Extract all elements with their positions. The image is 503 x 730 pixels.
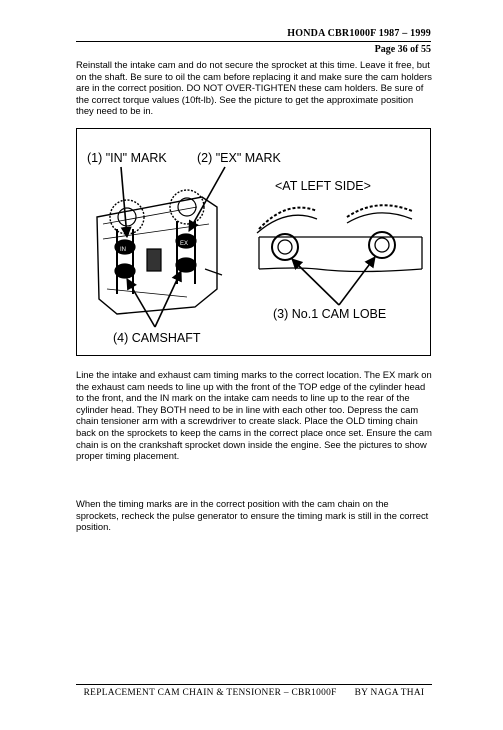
label-at-left-side: <AT LEFT SIDE> <box>275 179 371 193</box>
page-number: Page 36 of 55 <box>374 44 431 55</box>
label-no1-cam-lobe: (3) No.1 CAM LOBE <box>273 307 387 321</box>
left-side-view-drawing <box>257 205 422 271</box>
header-title: HONDA CBR1000F 1987 – 1999 <box>287 28 431 39</box>
label-in-mark: (1) "IN" MARK <box>87 151 167 165</box>
footer <box>76 688 432 698</box>
cam-timing-figure <box>76 128 431 356</box>
paragraph-recheck: When the timing marks are in the correct position with the cam chain on the sprockets, recheck the pulse generator to ensure the timing mark is still in the correct position. <box>76 498 429 533</box>
paragraph-timing-marks: Line the intake and exhaust cam timing marks to the correct location. The EX mark on the exhaust cam needs to line up with the front of the TOP edge of the cylinder head to the front, and the IN mark on the intake cam needs to line up to the rear of the cylinder head. They BOTH need to be in line with each other too. Depress the cam chain tensioner arm with a screwdriver to create slack. Place the OLD timing chain back on the sprockets to keep the cams in the correct place once set. Ensure the cam chain is on the crankshaft sprocket down inside the engine. See the pictures to show proper timing placement. <box>76 369 432 462</box>
header-rule <box>76 41 431 42</box>
cylinder-head-drawing <box>97 190 222 314</box>
in-mark-text: IN <box>120 247 126 253</box>
footer-author: BY NAGA THAI <box>354 688 425 698</box>
footer-title: REPLACEMENT CAM CHAIN & TENSIONER – CBR1000F <box>83 688 337 698</box>
label-camshaft: (4) CAMSHAFT <box>113 331 201 345</box>
footer-rule <box>76 684 432 685</box>
label-ex-mark: (2) "EX" MARK <box>197 151 281 165</box>
paragraph-intake-cam: Reinstall the intake cam and do not secure the sprocket at this time. Leave it free, but on the shaft. Be sure to oil the cam before replacing it and make sure the cam holders are in the correct position. DO NOT OVER-TIGHTEN these cam holders. Be sure of the correct torque values (10ft-lb). See the picture to get the approximate position they need to be in. <box>76 59 432 117</box>
ex-mark-text: EX <box>180 241 189 247</box>
cam-timing-illustration <box>77 129 431 356</box>
